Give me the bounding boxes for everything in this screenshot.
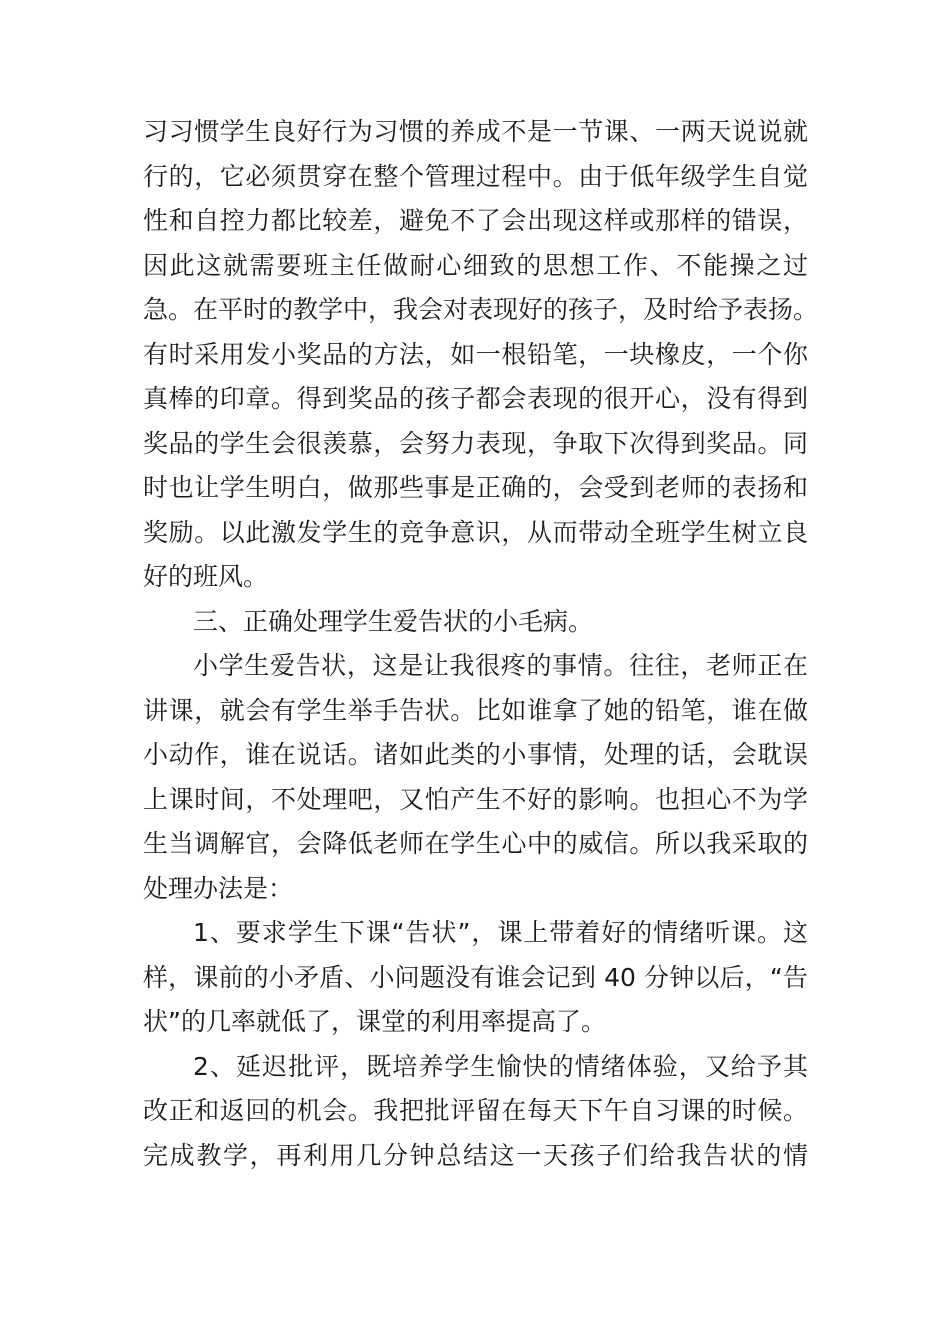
- text-line: 讲课，就会有学生举手告状。比如谁拿了她的铅笔，谁在做: [143, 695, 808, 725]
- text-line: 改正和返回的机会。我把批评留在每天下午自习课的时候。: [143, 1096, 808, 1125]
- text-line: 2、延迟批评，既培养学生愉快的情绪体验，又给予其: [193, 1051, 808, 1081]
- text-line: 上课时间，不处理吧，又怕产生不好的影响。也担心不为学: [143, 784, 808, 814]
- document-body: [143, 110, 819, 1178]
- text-line: 习习惯学生良好行为习惯的养成不是一节课、一两天说说就: [143, 117, 808, 146]
- text-line: 小学生爱告状，这是让我很疼的事情。往往，老师正在: [193, 651, 808, 680]
- text-line: 生当调解官，会降低老师在学生心中的威信。所以我采取的: [143, 829, 808, 858]
- text-line: 行的，它必须贯穿在整个管理过程中。由于低年级学生自觉: [143, 161, 808, 191]
- text-line: 奖品的学生会很羡慕，会努力表现，争取下次得到奖品。同: [143, 428, 808, 458]
- text-line: 小动作，谁在说话。诸如此类的小事情，处理的话，会耽误: [143, 740, 808, 769]
- text-line: 状”的几率就低了，课堂的利用率提高了。: [143, 1007, 606, 1036]
- section-heading: 三、正确处理学生爱告状的小毛病。: [193, 606, 594, 636]
- text-line: 急。在平时的教学中，我会对表现好的孩子，及时给予表扬。: [143, 295, 819, 324]
- text-line: 有时采用发小奖品的方法，如一根铅笔，一块橡皮，一个你: [143, 339, 808, 369]
- text-line: 完成教学，再利用几分钟总结这一天孩子们给我告状的情: [143, 1140, 808, 1170]
- text-line: 因此这就需要班主任做耐心细致的思想工作、不能操之过: [143, 250, 808, 280]
- text-line: 性和自控力都比较差，避免不了会出现这样或那样的错误，: [143, 206, 808, 235]
- text-line: 真棒的印章。得到奖品的孩子都会表现的很开心，没有得到: [143, 384, 808, 413]
- text-line: 1、要求学生下课“告状”，课上带着好的情绪听课。这: [193, 918, 808, 947]
- text-line: 时也让学生明白，做那些事是正确的，会受到老师的表扬和: [143, 473, 808, 502]
- text-line: 样，课前的小矛盾、小问题没有谁会记到 40 分钟以后，“告: [143, 962, 808, 992]
- text-line: 奖励。以此激发学生的竞争意识，从而带动全班学生树立良: [143, 517, 808, 547]
- text-line: 好的班风。: [143, 562, 269, 591]
- text-line: 处理办法是：: [143, 873, 294, 903]
